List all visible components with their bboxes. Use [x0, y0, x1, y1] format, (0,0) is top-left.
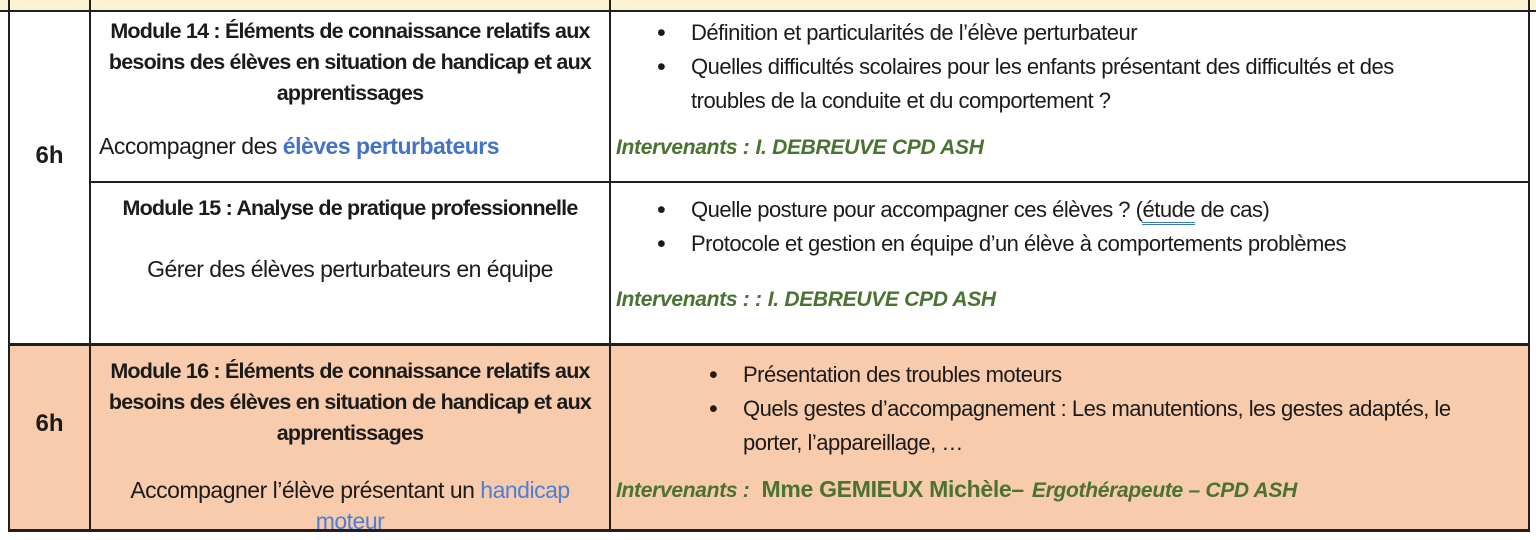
- subtitle-text: Accompagner l’élève présentant un: [130, 477, 481, 503]
- subtitle-accent-line2: moteur: [315, 508, 385, 529]
- title-line: apprentissages: [276, 421, 424, 445]
- module-14-title: [97, 16, 603, 109]
- previous-row-remnant: [0, 0, 1536, 10]
- bullet-item: [611, 16, 1528, 50]
- table-border-horizontal: [0, 10, 1536, 12]
- bullet-item: [611, 392, 1528, 460]
- bullet-item: [611, 227, 1528, 261]
- table-border-vertical: [1528, 0, 1530, 532]
- bullet-line: Quels gestes d’accompagnement : Les manutentions, les gestes adaptés, le: [743, 396, 1451, 421]
- bullet-item: [611, 50, 1528, 118]
- bullet-icon: •: [657, 19, 666, 47]
- bullet-text: [691, 16, 1137, 50]
- title-line: Module 16 : Éléments de connaissance relatifs aux: [110, 359, 590, 383]
- bullet-line: porter, l’appareillage, …: [743, 430, 963, 455]
- duration-label: 6h: [35, 409, 64, 437]
- bullet-line: Quelles difficultés scolaires pour les enfants présentant des difficultés et des: [691, 54, 1394, 79]
- bullet-line: Présentation des troubles moteurs: [743, 362, 1062, 387]
- duration-cell-modules-14-15: [10, 12, 89, 343]
- intervenants-line: [611, 476, 1528, 503]
- bullet-icon: •: [709, 361, 718, 389]
- title-line: besoins des élèves en situation de handicap et aux: [108, 50, 592, 74]
- bullet-text: [691, 50, 1394, 118]
- bullet-segment: de cas): [1195, 197, 1270, 222]
- intervenants-label: Intervenants :: [616, 479, 750, 502]
- intervenants-line: [611, 136, 1528, 160]
- table-border-horizontal: [8, 529, 1530, 532]
- duration-cell-module-16: [10, 346, 89, 529]
- table-border-vertical: [8, 0, 10, 532]
- intervenants-label: Intervenants :: [616, 136, 750, 159]
- subtitle-text: Accompagner des: [99, 133, 283, 159]
- intervenants-label: Intervenants : :: [616, 288, 762, 311]
- module-15-title: [97, 193, 603, 224]
- table-border-vertical: [89, 0, 91, 532]
- subtitle-accent: handicap: [480, 477, 570, 503]
- title-line: Module 14 : Éléments de connaissance relatifs aux: [110, 19, 590, 43]
- bullet-icon: •: [709, 395, 718, 423]
- title-line: apprentissages: [276, 81, 424, 105]
- title-line: besoins des élèves en situation de handicap et aux: [108, 390, 592, 414]
- table-border-horizontal: [89, 181, 1530, 183]
- bullet-text: [743, 392, 1451, 460]
- bullet-icon: •: [657, 230, 666, 258]
- intervenants-line: [611, 288, 1528, 312]
- intervenants-name: I. DEBREUVE CPD ASH: [767, 288, 996, 311]
- bullet-text: [743, 358, 1062, 392]
- duration-label: 6h: [35, 141, 64, 169]
- module-16-title-cell: [91, 346, 609, 529]
- bullet-text: [691, 193, 1269, 227]
- module-16-content-cell: [611, 346, 1528, 529]
- module-14-subtitle: [97, 131, 603, 162]
- intervenants-role: Ergothérapeute – CPD ASH: [1031, 479, 1297, 502]
- module-15-content-cell: [611, 183, 1528, 343]
- bullet-icon: •: [657, 53, 666, 81]
- bullet-icon: •: [657, 196, 666, 224]
- table-border-vertical: [609, 0, 611, 532]
- bullet-segment: Quelle posture pour accompagner ces élèves ? (: [691, 197, 1143, 222]
- module-15-title-cell: [91, 183, 609, 343]
- bullet-text: [691, 227, 1346, 261]
- bullet-line: [691, 193, 1269, 227]
- bullet-line: Définition et particularités de l’élève perturbateur: [691, 20, 1138, 45]
- intervenants-name: I. DEBREUVE CPD ASH: [755, 136, 984, 159]
- subtitle-accent: élèves perturbateurs: [282, 133, 500, 159]
- bullet-item: [611, 193, 1528, 227]
- title-line: Module 15 : Analyse de pratique professionnelle: [122, 196, 578, 220]
- module-14-content-cell: [611, 12, 1528, 181]
- bullet-line: Protocole et gestion en équipe d’un élève à comportements problèmes: [691, 231, 1347, 256]
- bullet-line: troubles de la conduite et du comportement ?: [691, 88, 1111, 113]
- module-15-subtitle: Gérer des élèves perturbateurs en équipe: [147, 256, 553, 282]
- intervenants-name: Mme GEMIEUX Michèle–: [761, 476, 1024, 502]
- table-border-horizontal: [8, 343, 1530, 346]
- module-14-title-cell: [91, 12, 609, 181]
- subtitle-line: [97, 475, 603, 506]
- module-16-subtitle: [97, 475, 603, 529]
- bullet-item: [611, 358, 1528, 392]
- module-16-title: [97, 356, 603, 449]
- grammar-underlined-word: étude: [1142, 197, 1195, 225]
